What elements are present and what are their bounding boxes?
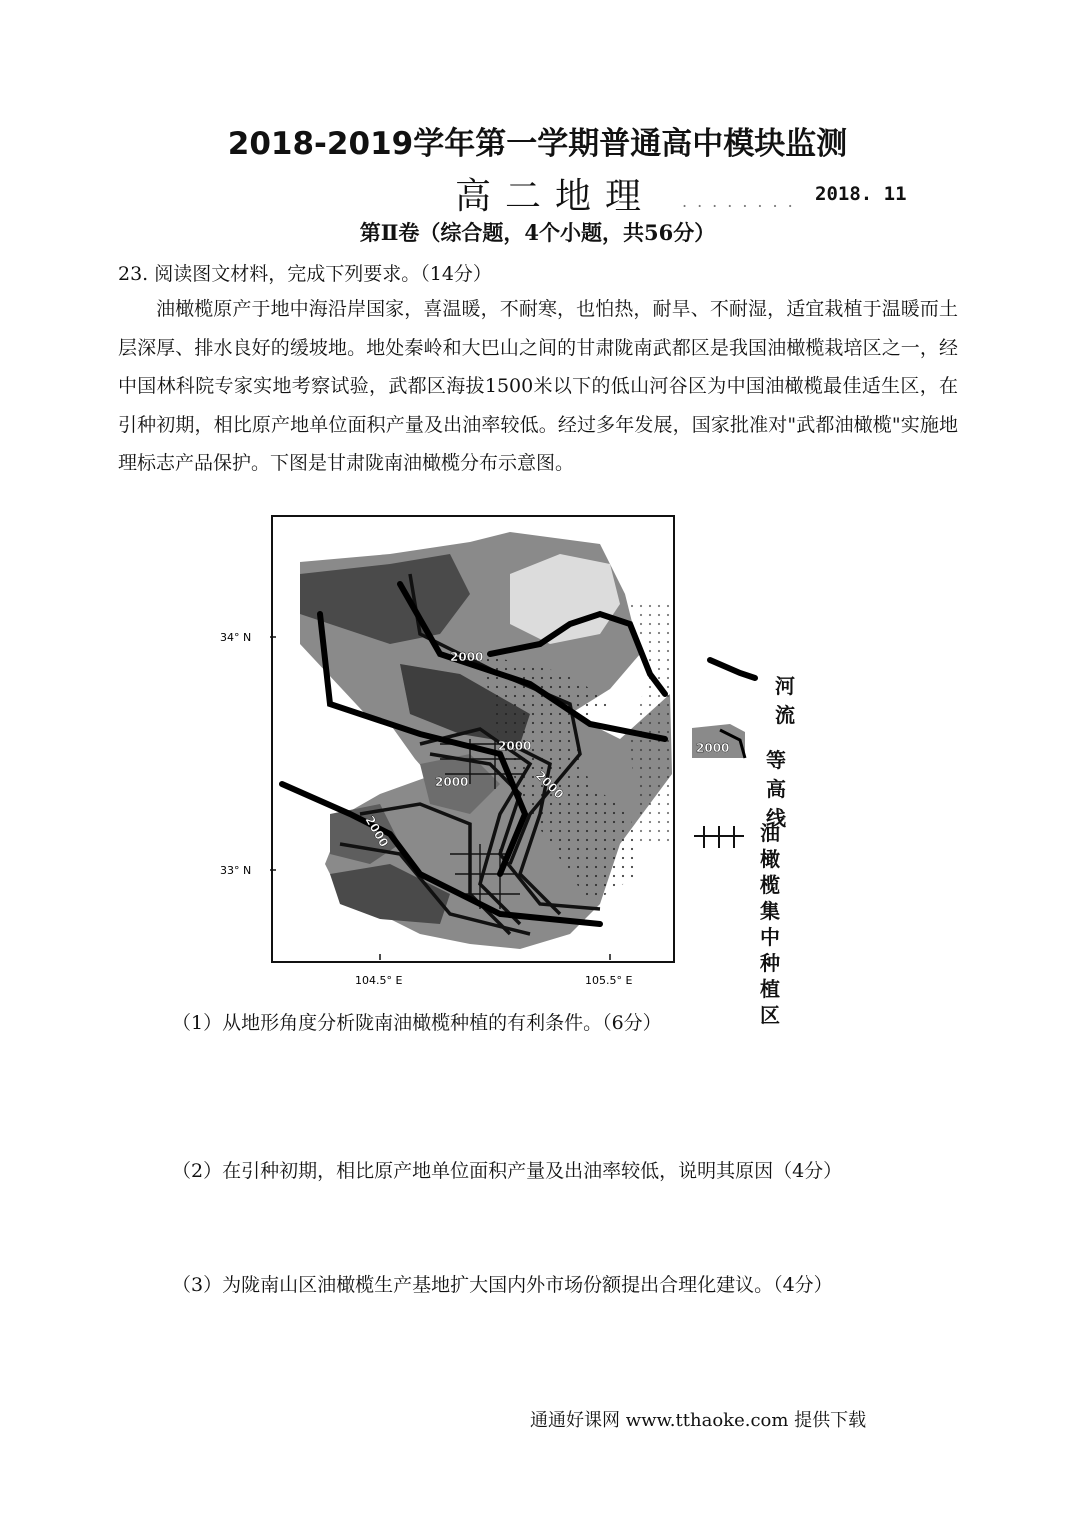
lat-label-33n: 33° N (220, 864, 252, 877)
question-material: 油橄榄原产于地中海沿岸国家，喜温暖，不耐寒，也怕热，耐旱、不耐湿，适宜栽植于温暖而土层深厚、排水良好的缓坡地。地处秦岭和大巴山之间的甘肃陇南武都区是我国油橄榄栽培区之一，经中国林科院专家实地考察试验，武都区海拔1500米以下的低山河谷区为中国油橄榄最佳适生区，在引种初期，相比原产地单位面积产量及出油率较低。经过多年发展，国家批准对"武都油橄榄"实施地理标志产品保护。下图是甘肃陇南油橄榄分布示意图。 (118, 298, 958, 474)
exam-date: 2018. 11 (815, 183, 907, 205)
contour-label: 2000 (362, 813, 392, 850)
contour-label: 2000 (450, 650, 484, 664)
section-heading: 第Ⅱ卷（综合题，4个小题，共56分） (359, 220, 716, 245)
lon-label-1045e: 104.5° E (355, 974, 403, 987)
question-heading: 23. 阅读图文材料，完成下列要求。（14分） (118, 263, 492, 285)
dotted-separator: ........ (682, 192, 803, 211)
footer-download-note: 通通好课网 www.tthaoke.com 提供下载 (530, 1410, 867, 1431)
legend-olive-line1: 油橄榄集 (760, 821, 780, 923)
subquestion-1: （1）从地形角度分析陇南油橄榄种植的有利条件。（6分） (172, 1012, 662, 1034)
legend-river-label: 河流 (775, 674, 795, 727)
legend-contour-symbol (690, 720, 750, 760)
legend-contour-label: 等高线 (766, 748, 786, 830)
subject-title: 高二地理 (455, 176, 656, 217)
legend-olive-symbol (692, 820, 752, 860)
legend-olive-label (760, 820, 780, 1028)
lon-label-1055e: 105.5° E (585, 974, 633, 987)
legend-river-symbol (700, 648, 760, 688)
contour-label: 2000 (435, 775, 469, 789)
legend-olive-line2: 中种植区 (760, 925, 780, 1027)
lat-label-34n: 34° N (220, 631, 252, 644)
svg-text:2000: 2000 (696, 741, 730, 755)
contour-label: 2000 (498, 739, 532, 753)
contour-label: 2000 (532, 768, 567, 802)
subquestion-2: （2）在引种初期，相比原产地单位面积产量及出油率较低，说明其原因（4分） (172, 1160, 843, 1182)
exam-title: 2018-2019学年第一学期普通高中模块监测 (227, 126, 848, 162)
subquestion-3: （3）为陇南山区油橄榄生产基地扩大国内外市场份额提出合理化建议。（4分） (172, 1274, 833, 1296)
